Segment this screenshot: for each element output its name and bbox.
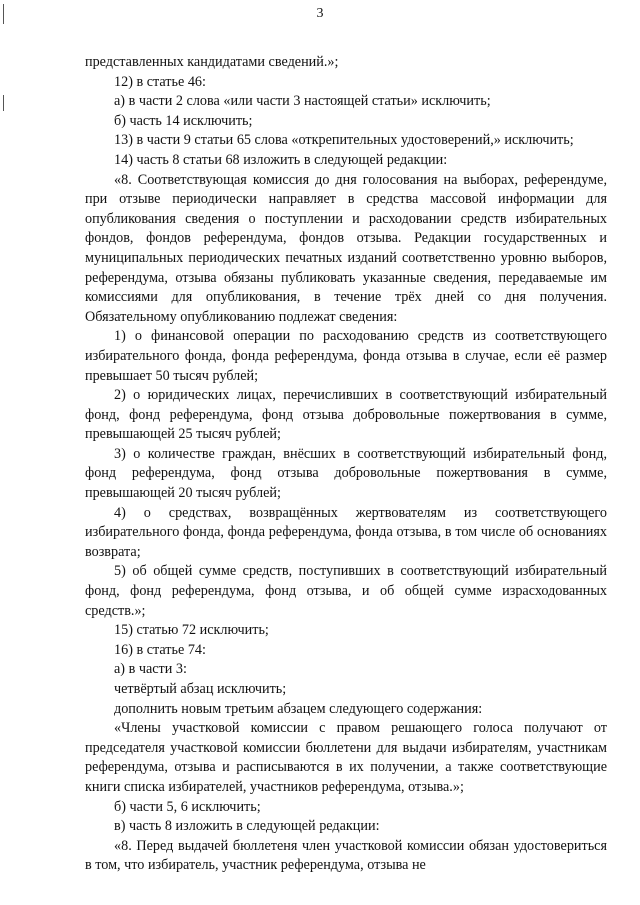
paragraph: 1) о финансовой операции по расходованию средств из соответствующего избирательного фонда, фонда референдума, фонда отзыва в случае, если её размер превышает 50 тысяч рублей; [85, 328, 607, 384]
paragraph: б) части 5, 6 исключить; [114, 798, 261, 815]
paragraph: а) в части 3: [114, 661, 187, 678]
paragraph: четвёртый абзац исключить; [114, 681, 287, 697]
paragraph: дополнить новым третьим абзацем следующего содержания: [114, 700, 483, 717]
paragraph: 5) об общей сумме средств, поступивших в соответствующий избирательный фонд, фонд референдума, фонд отзыва, и об общей сумме израсходованных средств.»; [85, 563, 607, 619]
paragraph: «8. Перед выдачей бюллетеня член участковой комиссии обязан удостовериться в том, что избиратель, участник референдума, отзыва не [85, 837, 607, 874]
document-body [85, 53, 607, 876]
paragraph: в) часть 8 изложить в следующей редакции: [114, 818, 380, 835]
paragraph: 2) о юридических лицах, перечисливших в соответствующий избирательный фонд, фонд референдума, фонд отзыва добровольные пожертвования в сумме, превышающей 25 тысяч рублей; [85, 387, 607, 443]
scan-edge-mark [3, 95, 4, 111]
paragraph: 14) часть 8 статьи 68 изложить в следующей редакции: [114, 151, 448, 168]
paragraph: а) в части 2 слова «или части 3 настоящей статьи» исключить; [114, 93, 491, 110]
paragraph: б) часть 14 исключить; [114, 112, 253, 129]
paragraph: «8. Соответствующая комиссия до дня голосования на выборах, референдуме, при отзыве периодически направляет в средства массовой информации для опубликования сведения о поступлении и расходовании средств избирательных фондов, фондов референдума, фондов отзыва. Редакции государственных и муниципальных периодических печатных изданий соответственно уровню выборов, референдума, отзыва обязаны публиковать указанные сведения, передаваемые им комиссиями для опубликования, в течение трёх дней со дня получения. Обязательному опубликованию подлежат сведения: [85, 171, 607, 325]
paragraph: 13) в части 9 статьи 65 слова «открепительных удостоверений,» исключить; [114, 132, 574, 149]
paragraph: представленных кандидатами сведений.»; [85, 54, 339, 70]
paragraph: 16) в статье 74: [114, 641, 206, 658]
paragraph: 15) статью 72 исключить; [114, 622, 269, 639]
paragraph: 4) о средствах, возвращённых жертвователям из соответствующего избирательного фонда, фонда референдума, фонда отзыва, в том числе об основаниях возврата; [85, 504, 607, 560]
page-number: 3 [316, 6, 324, 21]
paragraph: 12) в статье 46: [114, 73, 206, 90]
paragraph: «Члены участковой комиссии с правом решающего голоса получают от председателя участковой комиссии бюллетени для выдачи избирателям, участникам референдума, отзыва и расписываются в их получении, а также соответствующие книги списка избирателей, участников референдума, отзыва.»; [85, 720, 607, 795]
paragraph: 3) о количестве граждан, внёсших в соответствующий избирательный фонд, фонд референдума, фонд отзыва добровольные пожертвования в сумме, превышающей 20 тысяч рублей; [85, 445, 607, 502]
